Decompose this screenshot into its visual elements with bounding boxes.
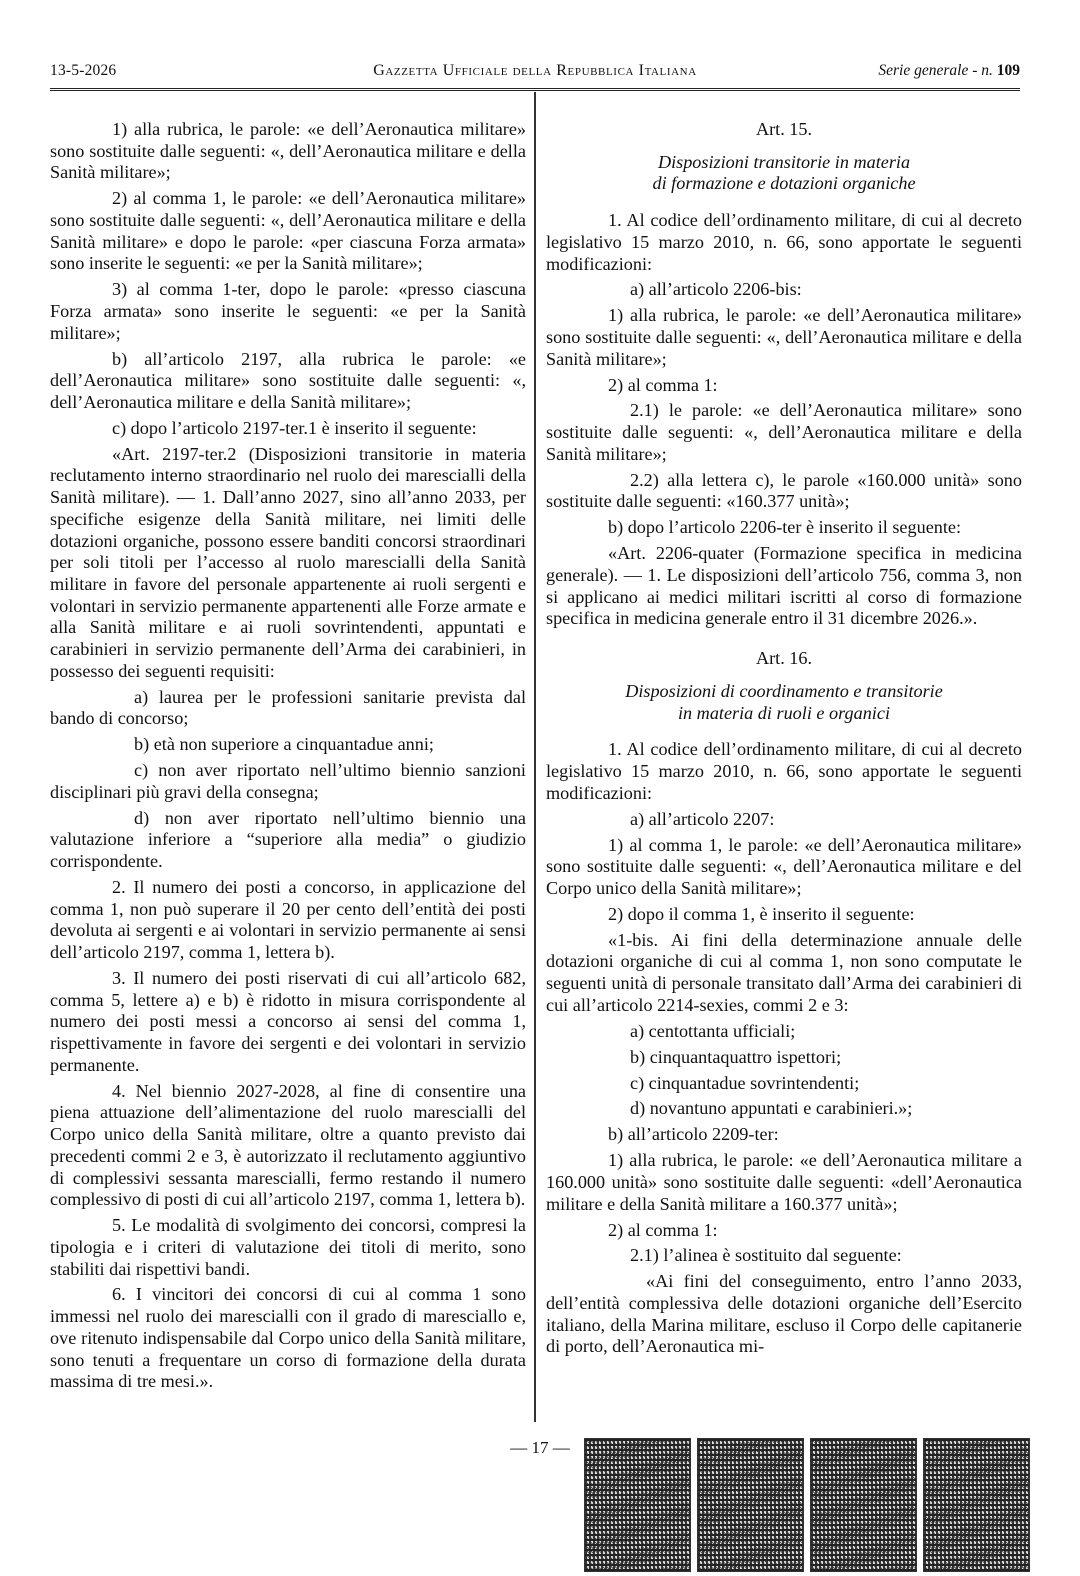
article-subtitle [546,152,1022,195]
paragraph: 3. Il numero dei posti riservati di cui all’articolo 682, comma 5, lettere a) e b) è ridotto in misura corrispondente al numero dei posti messi a concorso ai sensi del comma 1, rispettivamente in favore dei sergenti e dei volontari in servizio permanente. [50,968,526,1075]
left-column [50,119,526,1397]
page-header [50,58,1020,84]
paragraph: 4. Nel biennio 2027-2028, al fine di consentire una piena attuazione dell’alimentazione del ruolo marescialli del Corpo unico della Sanità militare, oltre a quanto previsto dai precedenti commi 2 e 3, è autorizzato il reclutamento aggiuntivo di complessivi sessanta marescialli, fermo restando il numero complessivo di posti di cui all’articolo 2197, comma 1, lettera b). [50,1080,526,1210]
paragraph: 2) al comma 1: [608,1219,718,1240]
paragraph: b) all’articolo 2209-ter: [608,1124,779,1145]
header-title: Gazzetta Ufficiale della Repubblica Italiana [373,62,697,79]
paragraph: b) età non superiore a cinquantadue anni; [134,734,434,755]
datamatrix-code [697,1438,804,1572]
paragraph: a) laurea per le professioni sanitarie prevista dal bando di concorso; [50,686,526,729]
paragraph: 1. Al codice dell’ordinamento militare, di cui al decreto legislativo 15 marzo 2010, n. 66, sono apportate le seguenti modificazioni: [546,210,1022,274]
article-title: Art. 15. [755,119,813,139]
paragraph: 2.1) le parole: «e dell’Aeronautica militare» sono sostituite dalle seguenti: «, dell’Aeronautica militare e della Sanità militare»; [546,400,1022,464]
paragraph: 1) alla rubrica, le parole: «e dell’Aeronautica militare» sono sostituite dalle seguenti: «, dell’Aeronautica militare e della Sanità militare»; [50,119,526,183]
paragraph: a) all’articolo 2207: [630,808,775,829]
paragraph: a) centottanta ufficiali; [630,1020,796,1041]
article-subtitle-line: Disposizioni transitorie in materia [657,151,911,172]
right-column [546,119,1022,1362]
header-rule [50,88,1020,91]
article-title: Art. 16. [755,648,813,669]
paragraph: 2) al comma 1: [608,374,718,395]
paragraph: b) all’articolo 2197, alla rubrica le parole: «e dell’Aeronautica militare» sono sostituite dalle seguenti: «, dell’Aeronautica militare e della Sanità militare»; [50,348,526,412]
paragraph: 1) alla rubrica, le parole: «e dell’Aeronautica militare» sono sostituite dalle seguenti: «, dell’Aeronautica militare e della Sanità militare»; [546,305,1022,369]
header-issue-number: 109 [996,62,1020,79]
datamatrix-code [584,1438,691,1572]
article-subtitle [546,681,1022,724]
paragraph: 1) al comma 1, le parole: «e dell’Aeronautica militare» sono sostituite dalle seguenti: «, dell’Aeronautica militare e del Corpo unico della Sanità militare»; [546,834,1022,898]
paragraph: c) dopo l’articolo 2197-ter.1 è inserito il seguente: [112,417,477,438]
header-series [878,62,1020,80]
article-subtitle-line: di formazione e dotazioni organiche [652,173,916,194]
paragraph: «1-bis. Ai fini della determinazione annuale delle dotazioni organiche di cui al comma 1, non sono computate le seguenti unità di personale transitato dall’Arma dei carabinieri di cui all’articolo 2214-sexies, commi 2 e 3: [546,929,1022,1015]
paragraph: d) non aver riportato nell’ultimo biennio una valutazione inferiore a “superiore alla media” o giudizio corrispondente. [50,807,526,872]
column-divider [534,92,536,1422]
spacer [546,634,1022,648]
article-subtitle-line: in materia di ruoli e organici [677,702,890,723]
paragraph: 1) alla rubrica, le parole: «e dell’Aeronautica militare a 160.000 unità» sono sostituite dalle seguenti: «dell’Aeronautica militare e della Sanità militare a 160.377 unità»; [546,1150,1022,1214]
paragraph: b) cinquantaquattro ispettori; [630,1046,842,1067]
datamatrix-code [810,1438,917,1572]
page-footer [0,1438,1080,1576]
paragraph: 2) dopo il comma 1, è inserito il seguente: [608,903,915,924]
paragraph: d) novantuno appuntati e carabinieri.»; [630,1098,913,1119]
paragraph: c) non aver riportato nell’ultimo biennio sanzioni disciplinari più gravi della consegna; [50,760,526,802]
datamatrix-code [923,1438,1030,1572]
paragraph: 6. I vincitori dei concorsi di cui al comma 1 sono immessi nel ruolo dei marescialli con il grado di maresciallo e, ove ritenuto indispensabile dal Corpo unico della Sanità militare, sono tenuti a frequentare un corso di formazione della durata massima di tre mesi.». [50,1284,526,1392]
paragraph: 3) al comma 1-ter, dopo le parole: «presso ciascuna Forza armata» sono inserite le seguenti: «e per la Sanità militare»; [50,279,526,343]
paragraph: 5. Le modalità di svolgimento dei concorsi, compresi la tipologia e i criteri di valutazione dei titoli di merito, sono stabiliti dai rispettivi bandi. [50,1215,526,1279]
paragraph: c) cinquantadue sovrintendenti; [630,1072,860,1093]
paragraph: 2) al comma 1, le parole: «e dell’Aeronautica militare» sono sostituite dalle seguenti: «, dell’Aeronautica militare e della Sanità militare» e dopo le parole: «per ciascuna Forza armata» sono inserite le seguenti: «e per la Sanità militare»; [50,188,526,274]
paragraph: b) dopo l’articolo 2206-ter è inserito il seguente: [608,517,962,538]
header-series-label: Serie generale - n. [878,62,993,79]
paragraph: «Art. 2206-quater (Formazione specifica in medicina generale). — 1. Le disposizioni dell’articolo 756, comma 3, non si applicano ai medici militari iscritti al corso di formazione specifica in medicina generale entro il 31 dicembre 2026.». [546,543,1022,629]
paragraph: 2.2) alla lettera c), le parole «160.000 unità» sono sostituite dalle seguenti: «160.377 unità»; [546,469,1022,512]
paragraph: «Art. 2197-ter.2 (Disposizioni transitorie in materia reclutamento interno straordinario nel ruolo dei marescialli della Sanità militare). — 1. Dall’anno 2027, sino all’anno 2033, per specifiche esigenze della Sanità militare, nei limiti delle dotazioni organiche, possono essere banditi concorsi straordinari per soli titoli per l’accesso al ruolo marescialli della Sanità militare in favore del personale appartenente ai ruoli sergenti e volontari in servizio permanente appartenenti alle Forze armate e alla Sanità militare e ai ruoli sovrintendenti, appuntati e carabinieri in servizio permanente dell’Arma dei carabinieri, in possesso dei seguenti requisiti: [50,443,526,681]
paragraph: «Ai fini del conseguimento, entro l’anno 2033, dell’entità complessiva delle dotazioni organiche dell’Esercito italiano, della Marina militare, escluso il Corpo delle capitanerie di porto, dell’Aeronautica mi- [546,1271,1022,1357]
paragraph: a) all’articolo 2206-bis: [630,279,802,300]
article-subtitle-line: Disposizioni di coordinamento e transitorie [625,680,943,701]
page-number: — 17 — [510,1438,570,1457]
header-date: 13-5-2026 [50,62,117,79]
paragraph: 2.1) l’alinea è sostituito dal seguente: [630,1245,902,1266]
paragraph: 1. Al codice dell’ordinamento militare, di cui al decreto legislativo 15 marzo 2010, n. 66, sono apportate le seguenti modificazioni: [546,739,1022,803]
paragraph: 2. Il numero dei posti a concorso, in applicazione del comma 1, non può superare il 20 per cento dell’entità dei posti devoluta ai sergenti e ai volontari in servizio permanente ai sensi dell’articolo 2197, comma 1, lettera b). [50,877,526,963]
